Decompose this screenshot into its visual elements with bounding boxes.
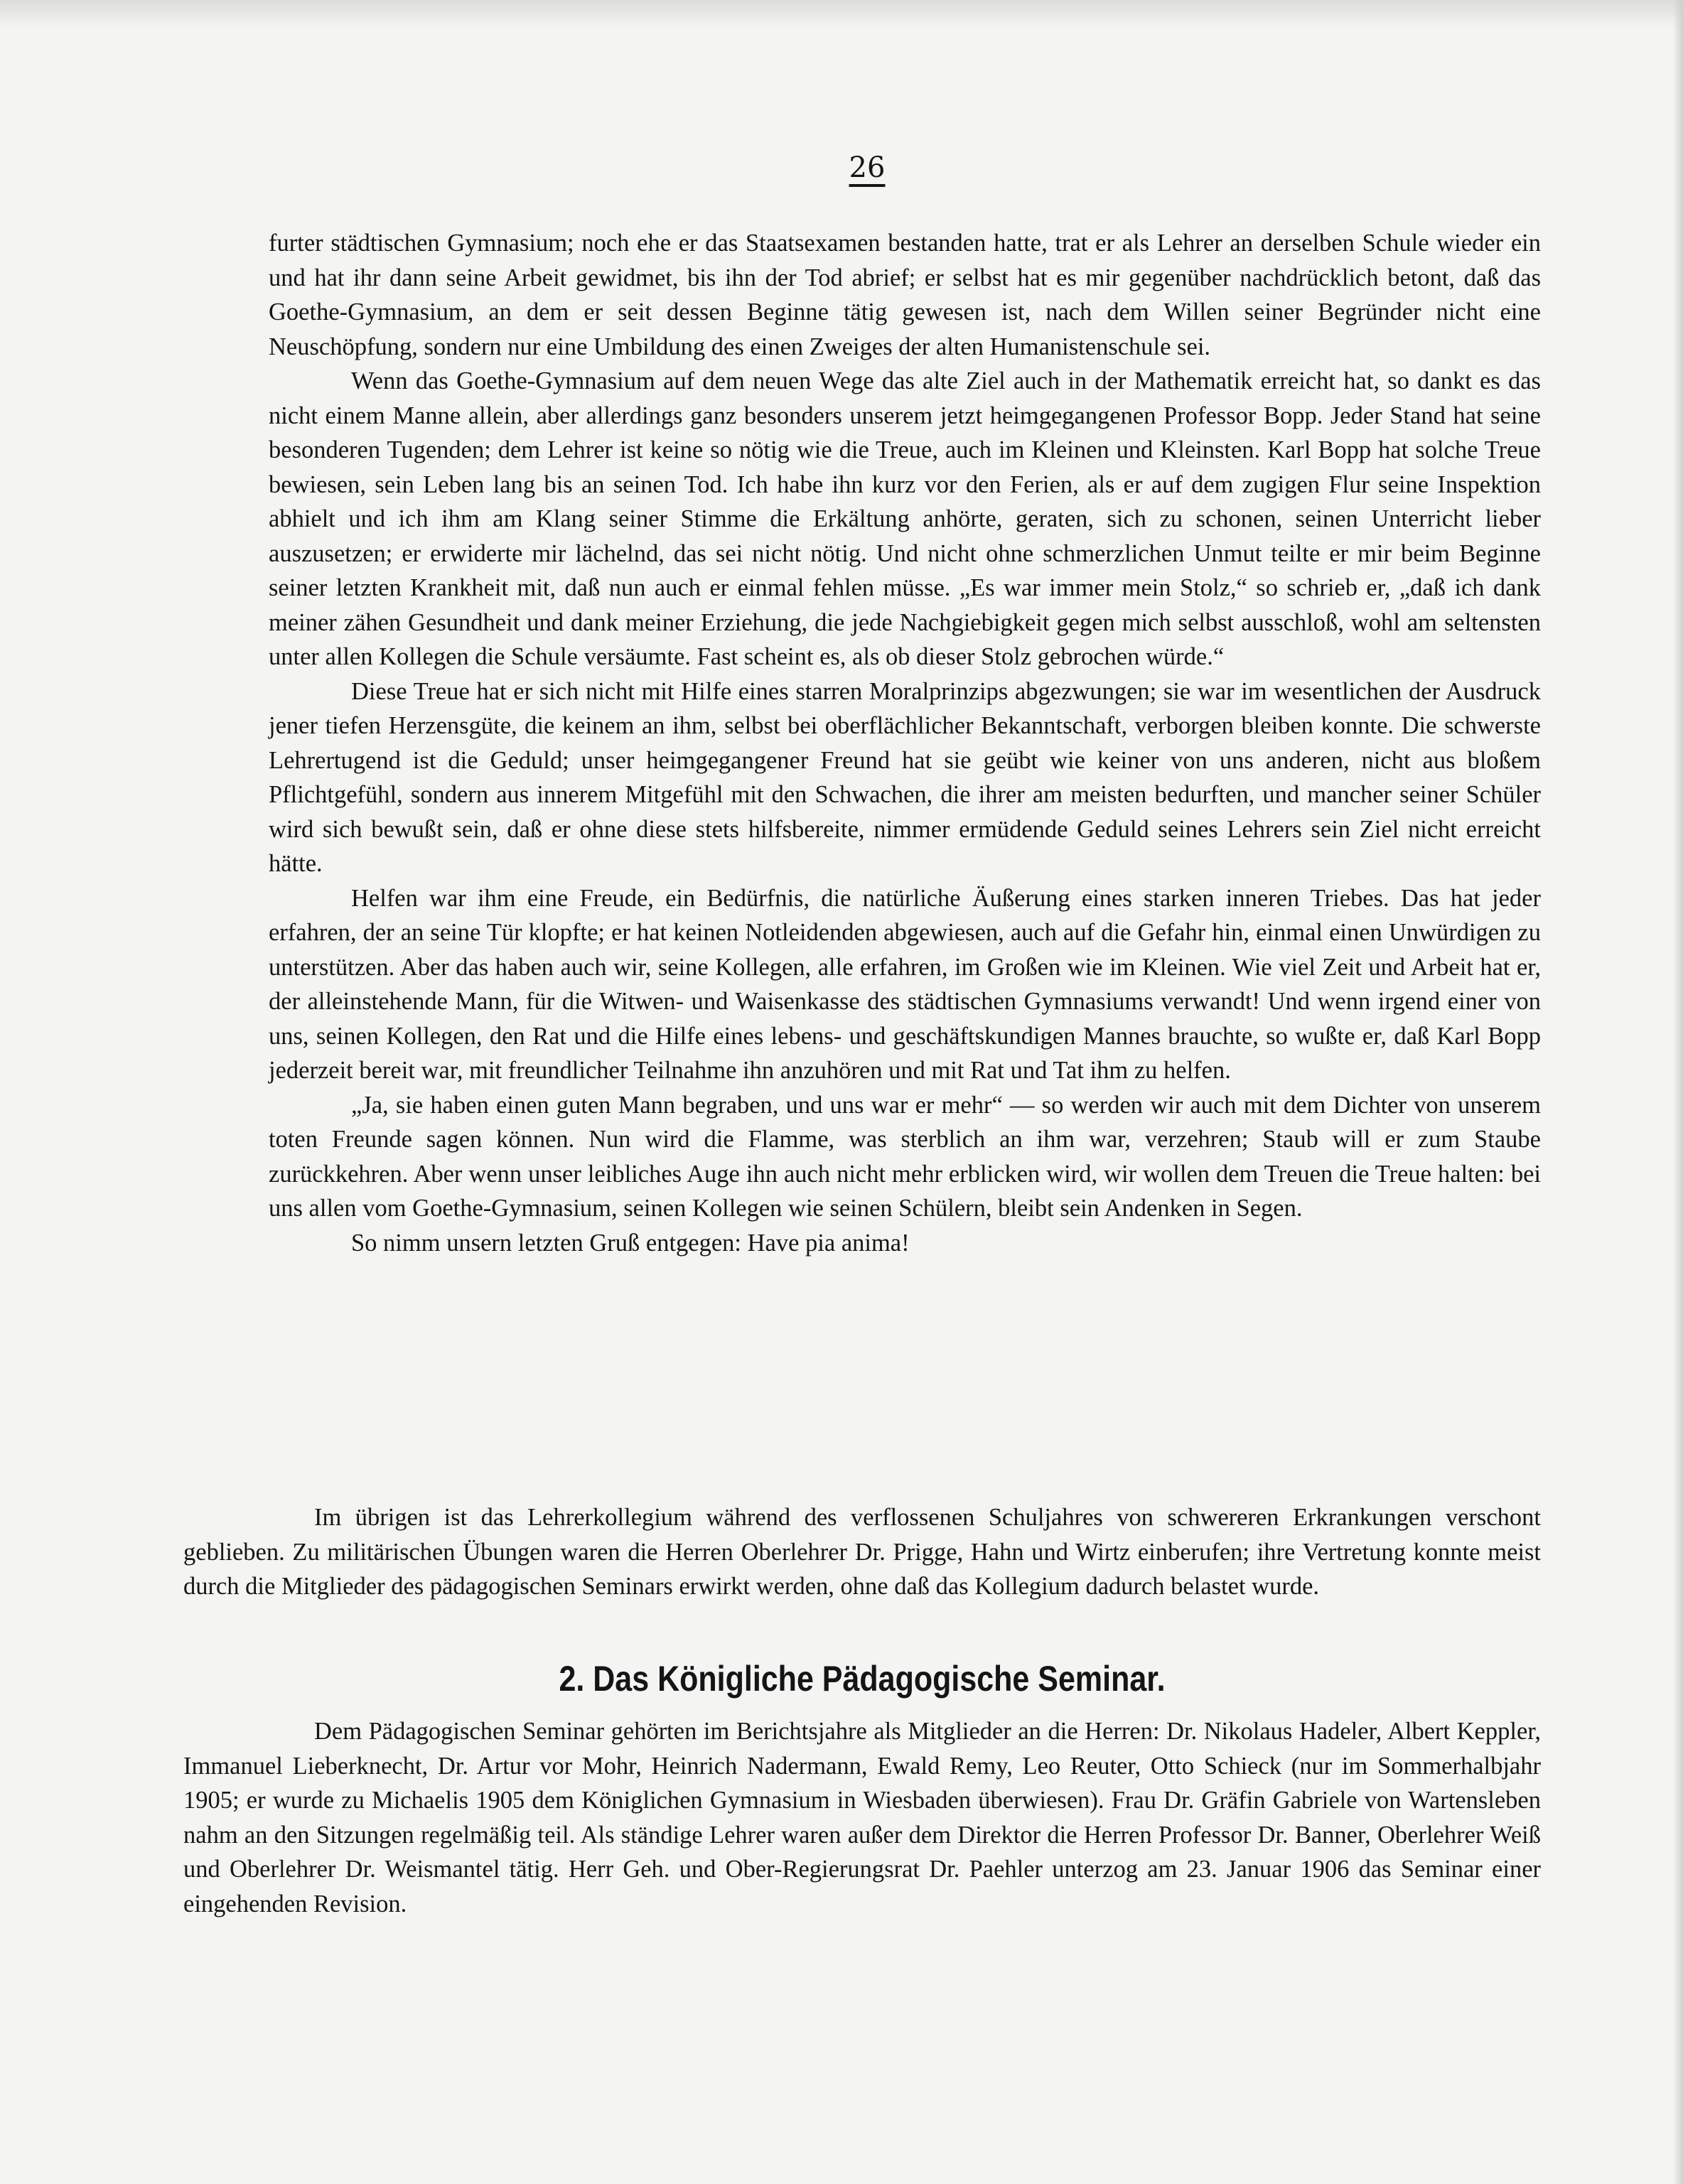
paragraph-continuation: furter städtischen Gymnasium; noch ehe er das Staatsexamen bestanden hatte, trat er als Lehrer an derselben Schule wieder ein und hat ihr dann seine Arbeit gewidmet, bis ihn der Tod abrief; er selbst hat es mir gegenüber nachdrücklich betont, daß das Goethe-Gymnasium, an dem er seit dessen Beginne tätig gewesen ist, nach dem Willen seiner Begründer nicht eine Neuschöpfung, sondern nur eine Umbildung des einen Zweiges der alten Humanistenschule sei. [269,230,1541,360]
paragraph-gruss: So nimm unsern letzten Gruß entgegen: Have pia anima! [351,1229,910,1257]
scan-shadow-top [0,0,1683,28]
scan-shadow-right [1673,0,1683,2184]
paragraph-abschied: „Ja, sie haben einen guten Mann begraben, und uns war er mehr“ — so werden wir auch mit dem Dichter von unserem toten Freunde sagen können. Nun wird die Flamme, was sterblich an ihm war, verzehren; Staub will er zum Staube zurückkehren. Aber wenn unser leibliches Auge ihn auch nicht mehr erblicken wird, wir wollen dem Treuen die Treue halten: bei uns allen vom Goethe-Gymnasium, seinen Kollegen wie seinen Schülern, bleibt sein Andenken in Segen. [269,1091,1541,1222]
paragraph-mathematik: Wenn das Goethe-Gymnasium auf dem neuen Wege das alte Ziel auch in der Mathematik erreicht hat, so dankt es das nicht einem Manne allein, aber allerdings ganz besonders unserem jetzt heimgegangenen Professor Bopp. Jeder Stand hat seine besonderen Tugenden; dem Lehrer ist keine so nötig wie die Treue, auch im Kleinen und Kleinsten. Karl Bopp hat solche Treue bewiesen, sein Leben lang bis an seinen Tod. Ich habe ihn kurz vor den Ferien, als er auf dem zugigen Flur seine Inspektion abhielt und ich ihm am Klang seiner Stimme die Erkältung anhörte, geraten, sich zu schonen, seinen Unterricht lieber auszusetzen; er erwiderte mir lächelnd, das sei nicht nötig. Und nicht ohne schmerzlichen Unmut teilte er mir beim Beginne seiner letzten Krankheit mit, daß nun auch er einmal fehlen müsse. „Es war immer mein Stolz,“ so schrieb er, „daß ich dank meiner zähen Gesundheit und dank meiner Erziehung, die jede Nachgiebigkeit gegen mich selbst ausschloß, wohl am seltensten unter allen Kollegen die Schule versäumte. Fast scheint es, als ob dieser Stolz gebrochen würde.“ [269,367,1541,670]
closing-text [183,1500,1541,1604]
paragraph-treue: Diese Treue hat er sich nicht mit Hilfe eines starren Moralprinzips abgezwungen; sie war im wesentlichen der Ausdruck jener tiefen Herzensgüte, die keinem an ihm, selbst bei oberflächlicher Bekanntschaft, verborgen bleiben konnte. Die schwerste Lehrertugend ist die Geduld; unser heimgegangener Freund hat sie geübt wie keiner von uns anderen, nicht aus bloßem Pflichtgefühl, sondern aus innerem Mitgefühl mit den Schwachen, die ihrer am meisten bedurften, und mancher seiner Schüler wird sich bewußt sein, daß er ohne diese stets hilfsbereite, nimmer ermüdende Geduld seines Lehrers sein Ziel nicht erreicht hätte. [269,677,1541,877]
paragraph-kollegium: Im übrigen ist das Lehrerkollegium während des verflossenen Schuljahres von schwereren Erkrankungen verschont geblieben. Zu militärischen Übungen waren die Herren Oberlehrer Dr. Prigge, Hahn und Wirtz einberufen; ihre Vertretung konnte meist durch die Mitglieder des pädagogischen Seminars erwirkt werden, ohne daß das Kollegium dadurch belastet wurde. [183,1504,1541,1600]
page-number: 26 [849,151,886,184]
paragraph-seminar: Dem Pädagogischen Seminar gehörten im Berichtsjahre als Mitglieder an die Herren: Dr. Nikolaus Hadeler, Albert Keppler, Immanuel Lieberknecht, Dr. Artur vor Mohr, Heinrich Nadermann, Ewald Remy, Leo Reuter, Otto Schieck (nur im Sommerhalbjahr 1905; er wurde zu Michaelis 1905 dem Königlichen Gymnasium in Wiesbaden überwiesen). Frau Dr. Gräfin Gabriele von Wartensleben nahm an den Sitzungen regelmäßig teil. Als ständige Lehrer waren außer dem Direktor die Herren Professor Dr. Banner, Oberlehrer Weiß und Oberlehrer Dr. Weismantel tätig. Herr Geh. und Ober-Regierungsrat Dr. Paehler unterzog am 23. Januar 1906 das Seminar einer eingehenden Revision. [183,1718,1541,1917]
section-heading: 2. Das Königliche Pädagogische Seminar. [559,1659,1166,1699]
seminar-text [183,1714,1541,1921]
paragraph-helfen: Helfen war ihm eine Freude, ein Bedürfnis, die natürliche Äußerung eines starken inneren Triebes. Das hat jeder erfahren, der an seine Tür klopfte; er hat keinen Notleidenden abgewiesen, auch auf die Gefahr hin, einmal einen Unwürdigen zu unterstützen. Aber das haben auch wir, seine Kollegen, alle erfahren, im Großen wie im Kleinen. Wie viel Zeit und Arbeit hat er, der alleinstehende Mann, für die Witwen- und Waisenkasse des städtischen Gymnasiums verwandt! Und wenn irgend einer von uns, seinen Kollegen, den Rat und die Hilfe eines lebens- und geschäftskundigen Mannes brauchte, so wußte er, daß Karl Bopp jederzeit bereit war, mit freundlicher Teilnahme ihn anzuhören und mit Rat und Tat ihm zu helfen. [269,884,1541,1084]
memorial-text [269,226,1541,1260]
